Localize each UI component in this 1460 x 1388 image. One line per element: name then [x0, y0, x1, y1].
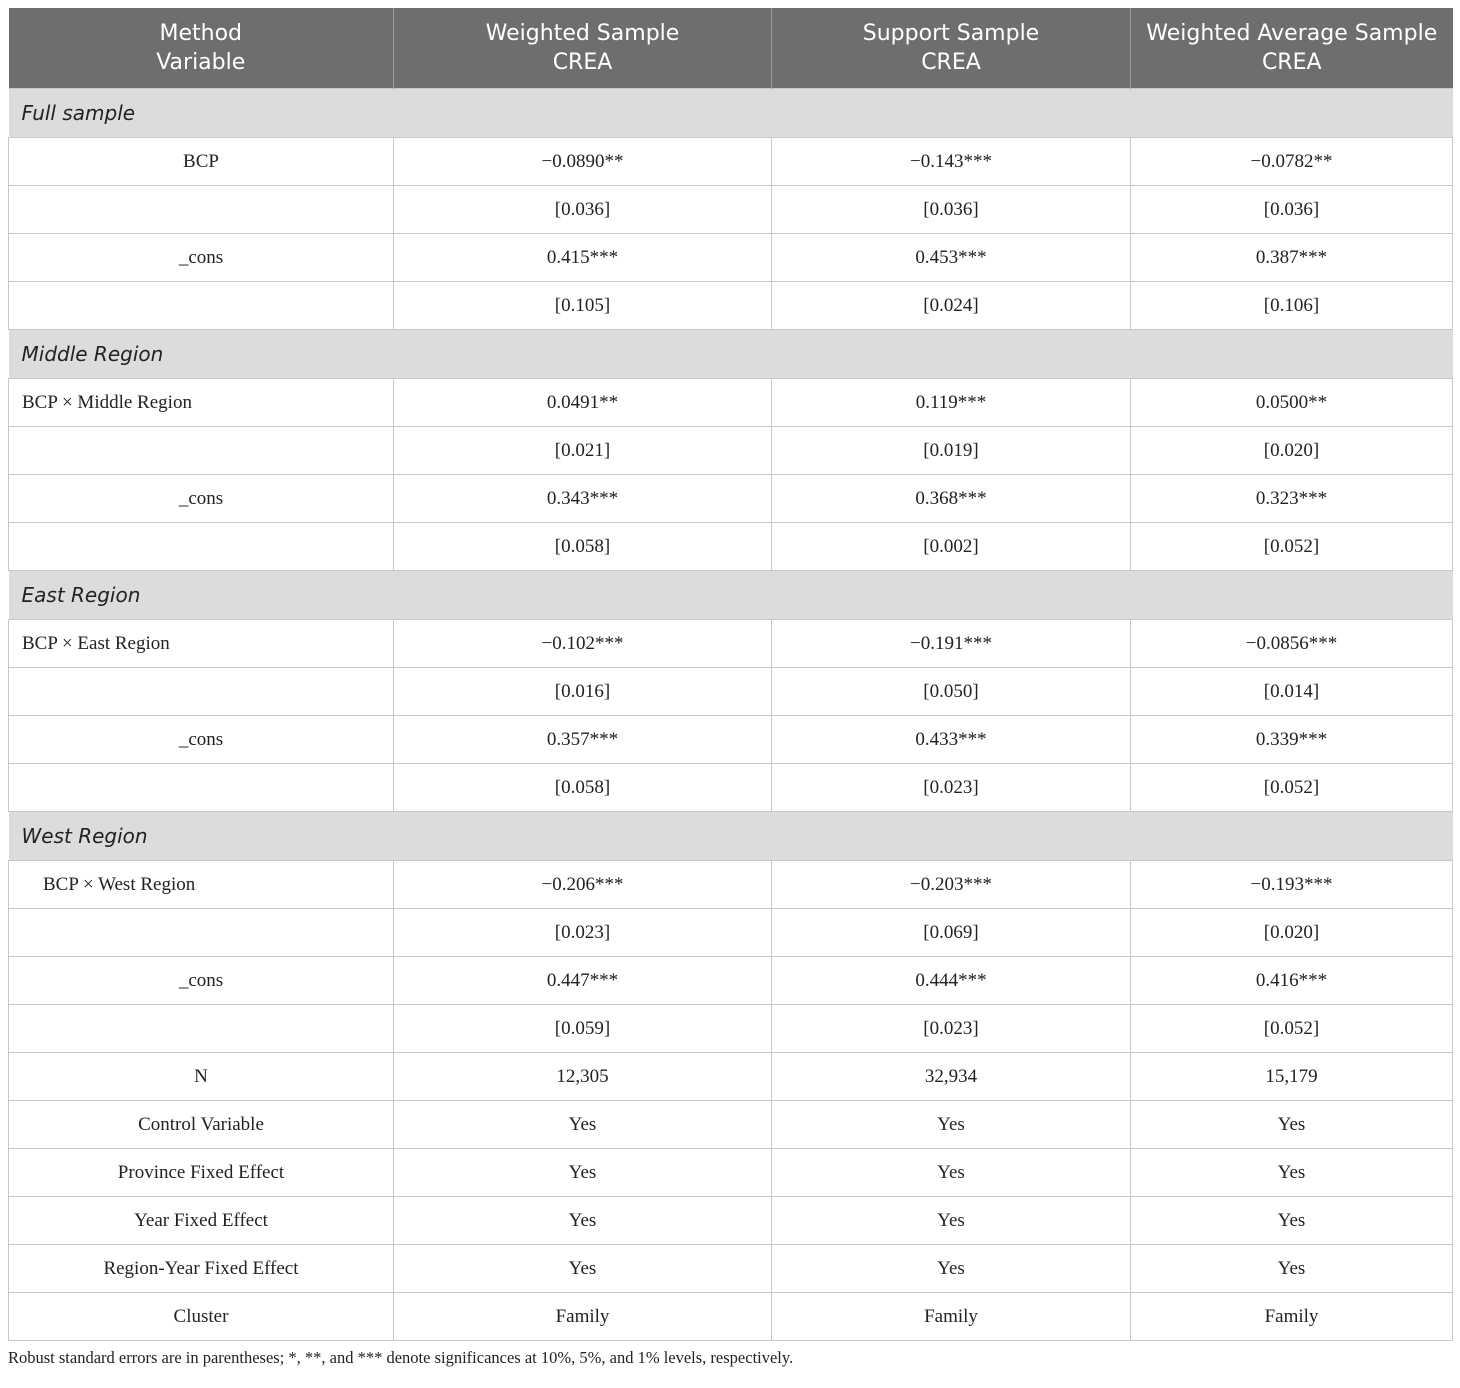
table-cell: [0.023]: [772, 1005, 1131, 1053]
table-cell: −0.193***: [1131, 861, 1453, 909]
row-label: BCP × Middle Region: [9, 379, 394, 427]
table-cell: −0.0856***: [1131, 620, 1453, 668]
table-cell: [0.002]: [772, 523, 1131, 571]
table-row: [9, 1197, 1453, 1245]
table-cell: [0.016]: [394, 668, 772, 716]
table-cell: [0.050]: [772, 668, 1131, 716]
table-row: [9, 186, 1453, 234]
table-cell: [0.036]: [772, 186, 1131, 234]
table-cell: [0.020]: [1131, 909, 1453, 957]
table-row: [9, 1293, 1453, 1341]
table-row: [9, 138, 1453, 186]
table-row: [9, 1245, 1453, 1293]
table-body: [9, 89, 1453, 1341]
table-cell: Yes: [394, 1197, 772, 1245]
row-label: [9, 1005, 394, 1053]
table-row: [9, 427, 1453, 475]
table-cell: Yes: [772, 1149, 1131, 1197]
row-label: [9, 427, 394, 475]
row-label: BCP: [9, 138, 394, 186]
row-label: [9, 909, 394, 957]
table-cell: [0.036]: [394, 186, 772, 234]
section-row: [9, 89, 1453, 138]
table-cell: Yes: [1131, 1245, 1453, 1293]
regression-table-container: [8, 8, 1452, 1368]
table-cell: 0.433***: [772, 716, 1131, 764]
table-cell: Yes: [1131, 1101, 1453, 1149]
table-cell: 0.357***: [394, 716, 772, 764]
table-cell: 0.453***: [772, 234, 1131, 282]
table-row: [9, 1149, 1453, 1197]
table-cell: 0.0491**: [394, 379, 772, 427]
table-cell: 0.415***: [394, 234, 772, 282]
table-row: [9, 909, 1453, 957]
table-cell: 12,305: [394, 1053, 772, 1101]
table-cell: [0.052]: [1131, 764, 1453, 812]
table-cell: 0.119***: [772, 379, 1131, 427]
table-row: [9, 764, 1453, 812]
table-row: [9, 620, 1453, 668]
header-line: Weighted Average Sample: [1146, 21, 1438, 46]
table-cell: 0.444***: [772, 957, 1131, 1005]
table-cell: 32,934: [772, 1053, 1131, 1101]
table-cell: 15,179: [1131, 1053, 1453, 1101]
table-cell: [0.023]: [394, 909, 772, 957]
row-label: [9, 668, 394, 716]
row-label: [9, 523, 394, 571]
row-label: [9, 282, 394, 330]
table-cell: [0.106]: [1131, 282, 1453, 330]
table-row: [9, 1053, 1453, 1101]
row-label: _cons: [9, 475, 394, 523]
table-row: [9, 668, 1453, 716]
table-cell: 0.323***: [1131, 475, 1453, 523]
table-cell: 0.416***: [1131, 957, 1453, 1005]
table-cell: −0.191***: [772, 620, 1131, 668]
table-footnote: Robust standard errors are in parentheses; *, **, and *** denote significances at 10%, 5%, and 1% levels, respectively.: [8, 1348, 794, 1367]
header-weighted-average-sample: [1131, 8, 1453, 89]
header-line: Support Sample: [862, 21, 1040, 46]
table-row: [9, 957, 1453, 1005]
row-label: Year Fixed Effect: [9, 1197, 394, 1245]
table-cell: 0.368***: [772, 475, 1131, 523]
header-line: Method: [159, 21, 242, 46]
table-cell: Family: [1131, 1293, 1453, 1341]
section-label: Full sample: [9, 89, 1453, 138]
row-label: Cluster: [9, 1293, 394, 1341]
table-cell: −0.143***: [772, 138, 1131, 186]
header-line: CREA: [921, 50, 981, 75]
table-cell: Family: [394, 1293, 772, 1341]
header-method-variable: [9, 8, 394, 89]
table-cell: [0.052]: [1131, 1005, 1453, 1053]
table-cell: Yes: [394, 1149, 772, 1197]
header-row: [9, 8, 1453, 89]
regression-table: [8, 8, 1453, 1341]
table-cell: Yes: [772, 1245, 1131, 1293]
row-label: Control Variable: [9, 1101, 394, 1149]
table-cell: [0.052]: [1131, 523, 1453, 571]
table-cell: −0.0890**: [394, 138, 772, 186]
table-cell: −0.0782**: [1131, 138, 1453, 186]
table-cell: 0.387***: [1131, 234, 1453, 282]
row-label: _cons: [9, 234, 394, 282]
header-line: CREA: [1261, 50, 1322, 75]
row-label: N: [9, 1053, 394, 1101]
table-cell: Yes: [1131, 1197, 1453, 1245]
table-cell: −0.206***: [394, 861, 772, 909]
table-row: [9, 282, 1453, 330]
table-cell: Yes: [394, 1101, 772, 1149]
header-support-sample: [772, 8, 1131, 89]
table-row: [9, 861, 1453, 909]
section-label: Middle Region: [9, 330, 1453, 379]
table-cell: Yes: [394, 1245, 772, 1293]
section-row: [9, 330, 1453, 379]
section-row: [9, 571, 1453, 620]
row-label: BCP × West Region: [9, 861, 394, 909]
table-cell: [0.059]: [394, 1005, 772, 1053]
row-label: _cons: [9, 716, 394, 764]
header-line: Weighted Sample: [485, 21, 680, 46]
table-cell: [0.058]: [394, 523, 772, 571]
table-row: [9, 379, 1453, 427]
row-label: [9, 764, 394, 812]
table-cell: [0.058]: [394, 764, 772, 812]
table-cell: Yes: [772, 1197, 1131, 1245]
table-cell: −0.203***: [772, 861, 1131, 909]
header-line: Variable: [156, 50, 246, 75]
table-row: [9, 523, 1453, 571]
table-cell: 0.0500**: [1131, 379, 1453, 427]
table-cell: [0.020]: [1131, 427, 1453, 475]
section-label: East Region: [9, 571, 1453, 620]
table-cell: [0.019]: [772, 427, 1131, 475]
row-label: Region-Year Fixed Effect: [9, 1245, 394, 1293]
table-cell: 0.343***: [394, 475, 772, 523]
section-label: West Region: [9, 812, 1453, 861]
table-row: [9, 1005, 1453, 1053]
table-cell: −0.102***: [394, 620, 772, 668]
table-cell: Family: [772, 1293, 1131, 1341]
section-row: [9, 812, 1453, 861]
table-cell: [0.024]: [772, 282, 1131, 330]
table-row: [9, 1101, 1453, 1149]
row-label: [9, 186, 394, 234]
table-cell: [0.023]: [772, 764, 1131, 812]
table-cell: 0.339***: [1131, 716, 1453, 764]
row-label: BCP × East Region: [9, 620, 394, 668]
table-cell: Yes: [772, 1101, 1131, 1149]
row-label: Province Fixed Effect: [9, 1149, 394, 1197]
table-row: [9, 716, 1453, 764]
table-cell: Yes: [1131, 1149, 1453, 1197]
table-cell: [0.014]: [1131, 668, 1453, 716]
table-cell: [0.105]: [394, 282, 772, 330]
header-weighted-sample: [394, 8, 772, 89]
header-line: CREA: [552, 50, 613, 75]
table-cell: 0.447***: [394, 957, 772, 1005]
table-cell: [0.036]: [1131, 186, 1453, 234]
table-row: [9, 234, 1453, 282]
table-cell: [0.069]: [772, 909, 1131, 957]
table-row: [9, 475, 1453, 523]
table-cell: [0.021]: [394, 427, 772, 475]
row-label: _cons: [9, 957, 394, 1005]
